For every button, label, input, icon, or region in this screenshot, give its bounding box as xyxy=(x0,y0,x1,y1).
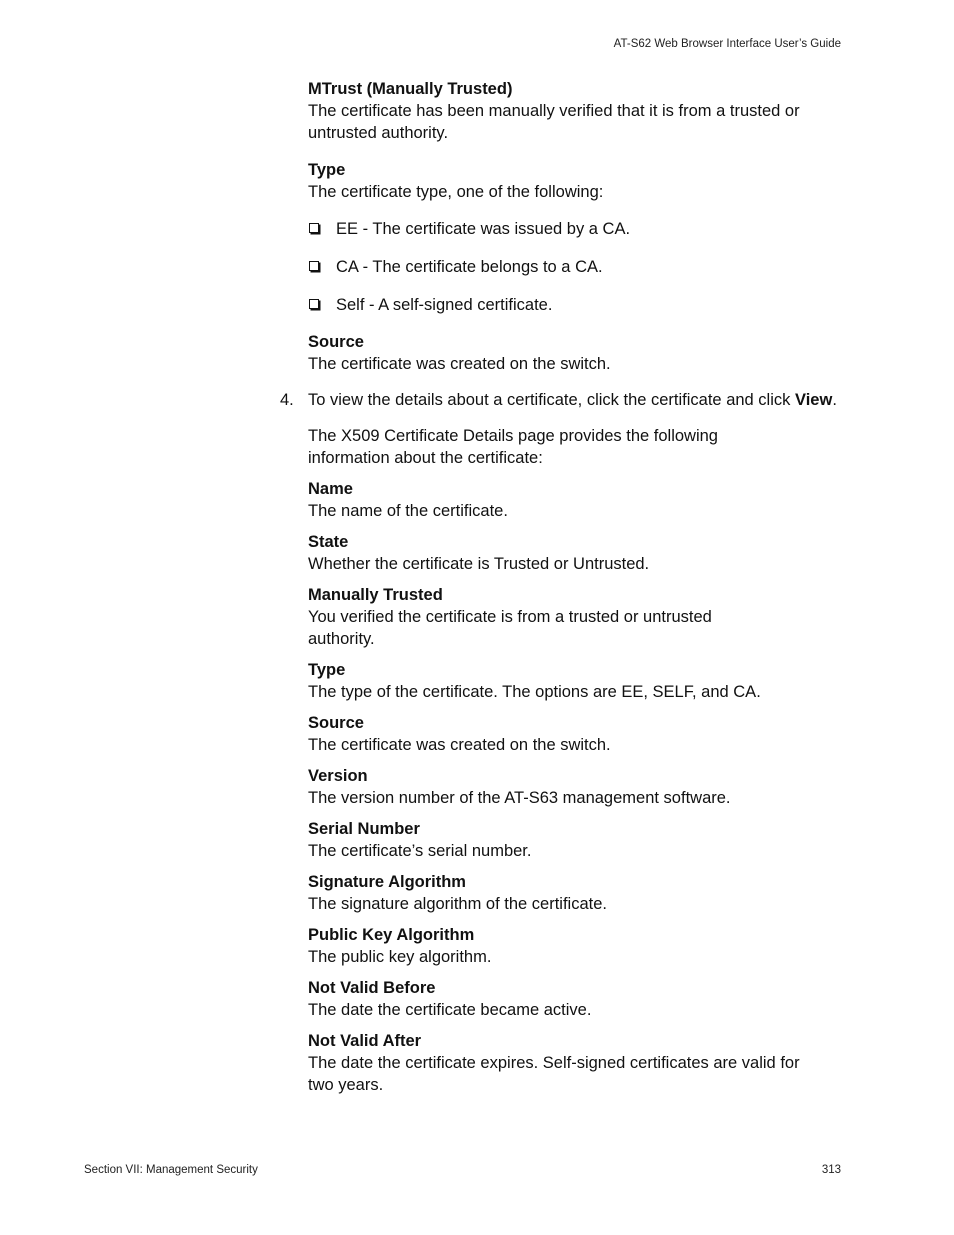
term-description: The certificate type, one of the following: xyxy=(308,183,604,201)
term-description: The date the certificate expires. Self-signed certificates are valid for two years. xyxy=(308,1054,800,1094)
term-title: MTrust (Manually Trusted) xyxy=(308,80,513,98)
detail-term-list xyxy=(308,478,838,1096)
term-title: Source xyxy=(308,333,364,351)
term-title: Serial Number xyxy=(308,820,420,838)
term-title: Not Valid Before xyxy=(308,979,436,997)
term-serial-number xyxy=(308,818,838,862)
term-mtrust xyxy=(308,78,838,144)
checkbox-bullet-icon xyxy=(309,299,319,309)
term-description: The date the certificate became active. xyxy=(308,1001,592,1019)
term-title: Name xyxy=(308,480,353,498)
term-source xyxy=(308,712,838,756)
checkbox-bullet-icon xyxy=(309,223,319,233)
term-source-top xyxy=(308,331,838,375)
step-4 xyxy=(280,389,838,411)
term-title: Not Valid After xyxy=(308,1032,422,1050)
page-number: 313 xyxy=(821,1164,841,1176)
term-title: Type xyxy=(308,661,346,679)
bullet-text: Self - A self-signed certificate. xyxy=(336,296,553,314)
term-description: Whether the certificate is Trusted or Untrusted. xyxy=(308,555,650,573)
term-type xyxy=(308,659,838,703)
details-intro: The X509 Certificate Details page provides the following information about the certificate: xyxy=(308,427,718,467)
term-title: Manually Trusted xyxy=(308,586,443,604)
term-not-valid-before xyxy=(308,977,838,1021)
running-header: AT-S62 Web Browser Interface User’s Guide xyxy=(613,38,841,50)
list-item xyxy=(308,256,838,278)
footer-section: Section VII: Management Security xyxy=(84,1164,258,1176)
document-body xyxy=(280,78,838,1105)
term-description: The name of the certificate. xyxy=(308,502,508,520)
term-title: Type xyxy=(308,161,346,179)
step-number: 4. xyxy=(280,391,294,409)
step-text: To view the details about a certificate, click the certificate and click xyxy=(308,391,791,409)
term-description: The certificate was created on the switch. xyxy=(308,355,611,373)
term-manually-trusted xyxy=(308,584,838,650)
bullet-text: EE - The certificate was issued by a CA. xyxy=(336,220,631,238)
type-bullet-list xyxy=(308,218,838,316)
term-title: Signature Algorithm xyxy=(308,873,466,891)
term-type-top xyxy=(308,159,838,203)
term-description: The version number of the AT-S63 management software. xyxy=(308,789,731,807)
term-description: The certificate was created on the switch. xyxy=(308,736,611,754)
term-description: The certificate’s serial number. xyxy=(308,842,532,860)
term-name xyxy=(308,478,838,522)
term-title: State xyxy=(308,533,349,551)
view-button-reference: View xyxy=(795,391,833,409)
term-title: Public Key Algorithm xyxy=(308,926,475,944)
term-public-key-algorithm xyxy=(308,924,838,968)
term-title: Version xyxy=(308,767,368,785)
term-description: The signature algorithm of the certificate. xyxy=(308,895,607,913)
term-version xyxy=(308,765,838,809)
term-description: The type of the certificate. The options are EE, SELF, and CA. xyxy=(308,683,761,701)
term-description: The certificate has been manually verified that it is from a trusted or untrusted authority. xyxy=(308,102,800,142)
term-description: The public key algorithm. xyxy=(308,948,492,966)
bullet-text: CA - The certificate belongs to a CA. xyxy=(336,258,603,276)
list-item xyxy=(308,218,838,240)
term-title: Source xyxy=(308,714,364,732)
checkbox-bullet-icon xyxy=(309,261,319,271)
term-description: You verified the certificate is from a trusted or untrusted authority. xyxy=(308,608,712,648)
term-signature-algorithm xyxy=(308,871,838,915)
term-not-valid-after xyxy=(308,1030,838,1096)
step-punctuation: . xyxy=(832,391,837,409)
list-item xyxy=(308,294,838,316)
term-state xyxy=(308,531,838,575)
